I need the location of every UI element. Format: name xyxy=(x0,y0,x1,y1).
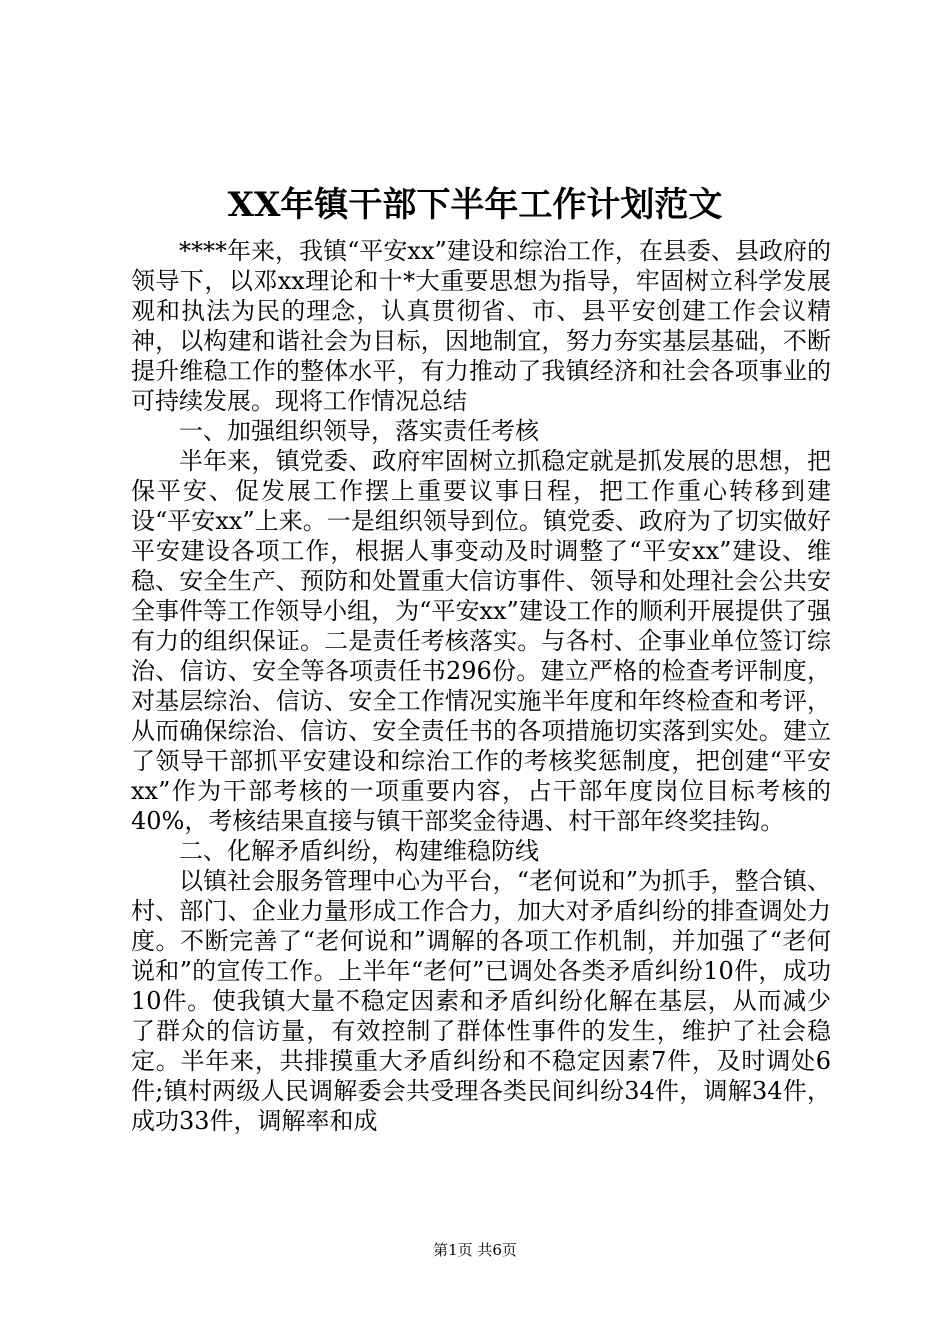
document-title: XX年镇干部下半年工作计划范文 xyxy=(227,185,723,225)
section-1-paragraph: 半年来，镇党委、政府牢固树立抓稳定就是抓发展的思想，把保平安、促发展工作摆上重要议事日程，把工作重心转移到建设“平安xx”上来。一是组织领导到位。镇党委、政府为了切实做好平安建设各项工作，根据人事变动及时调整了“平安xx”建设、维稳、安全生产、预防和处置重大信访事件、领导和处理社会公共安全事件等工作领导小组，为“平安xx”建设工作的顺利开展提供了强有力的组织保证。二是责任考核落实。与各村、企事业单位签订综治、信访、安全等各项责任书296份。建立严格的检查考评制度，对基层综治、信访、安全工作情况实施半年度和年终检查和考评，从而确保综治、信访、安全责任书的各项措施切实落到实处。建立了领导干部抓平安建设和综治工作的考核奖惩制度，把创建“平安xx”作为干部考核的一项重要内容，占干部年度岗位目标考核的40%，考核结果直接与镇干部奖金待遇、村干部年终奖挂钩。 xyxy=(131,447,831,835)
intro-paragraph: ****年来，我镇“平安xx”建设和综治工作，在县委、县政府的领导下，以邓xx理论和十*大重要思想为指导，牢固树立科学发展观和执法为民的理念，认真贯彻省、市、县平安创建工作会议精神，以构建和谐社会为目标，因地制宜，努力夯实基层基础，不断提升维稳工作的整体水平，有力推动了我镇经济和社会各项事业的可持续发展。现将工作情况总结 xyxy=(131,237,831,415)
section-heading-1: 一、加强组织领导，落实责任考核 xyxy=(179,417,539,445)
page-footer: 第1页 共6页 xyxy=(433,1241,517,1259)
section-heading-2: 二、化解矛盾纠纷，构建维稳防线 xyxy=(179,837,539,865)
document-body xyxy=(131,236,831,1136)
section-2-paragraph: 以镇社会服务管理中心为平台，“老何说和”为抓手，整合镇、村、部门、企业力量形成工作合力，加大对矛盾纠纷的排查调处力度。不断完善了“老何说和”调解的各项工作机制，并加强了“老何说和”的宣传工作。上半年“老何”已调处各类矛盾纠纷10件，成功10件。使我镇大量不稳定因素和矛盾纠纷化解在基层，从而减少了群众的信访量，有效控制了群体性事件的发生，维护了社会稳定。半年来，共排摸重大矛盾纠纷和不稳定因素7件，及时调处6件;镇村两级人民调解委会共受理各类民间纠纷34件，调解34件，成功33件，调解率和成 xyxy=(131,867,831,1135)
